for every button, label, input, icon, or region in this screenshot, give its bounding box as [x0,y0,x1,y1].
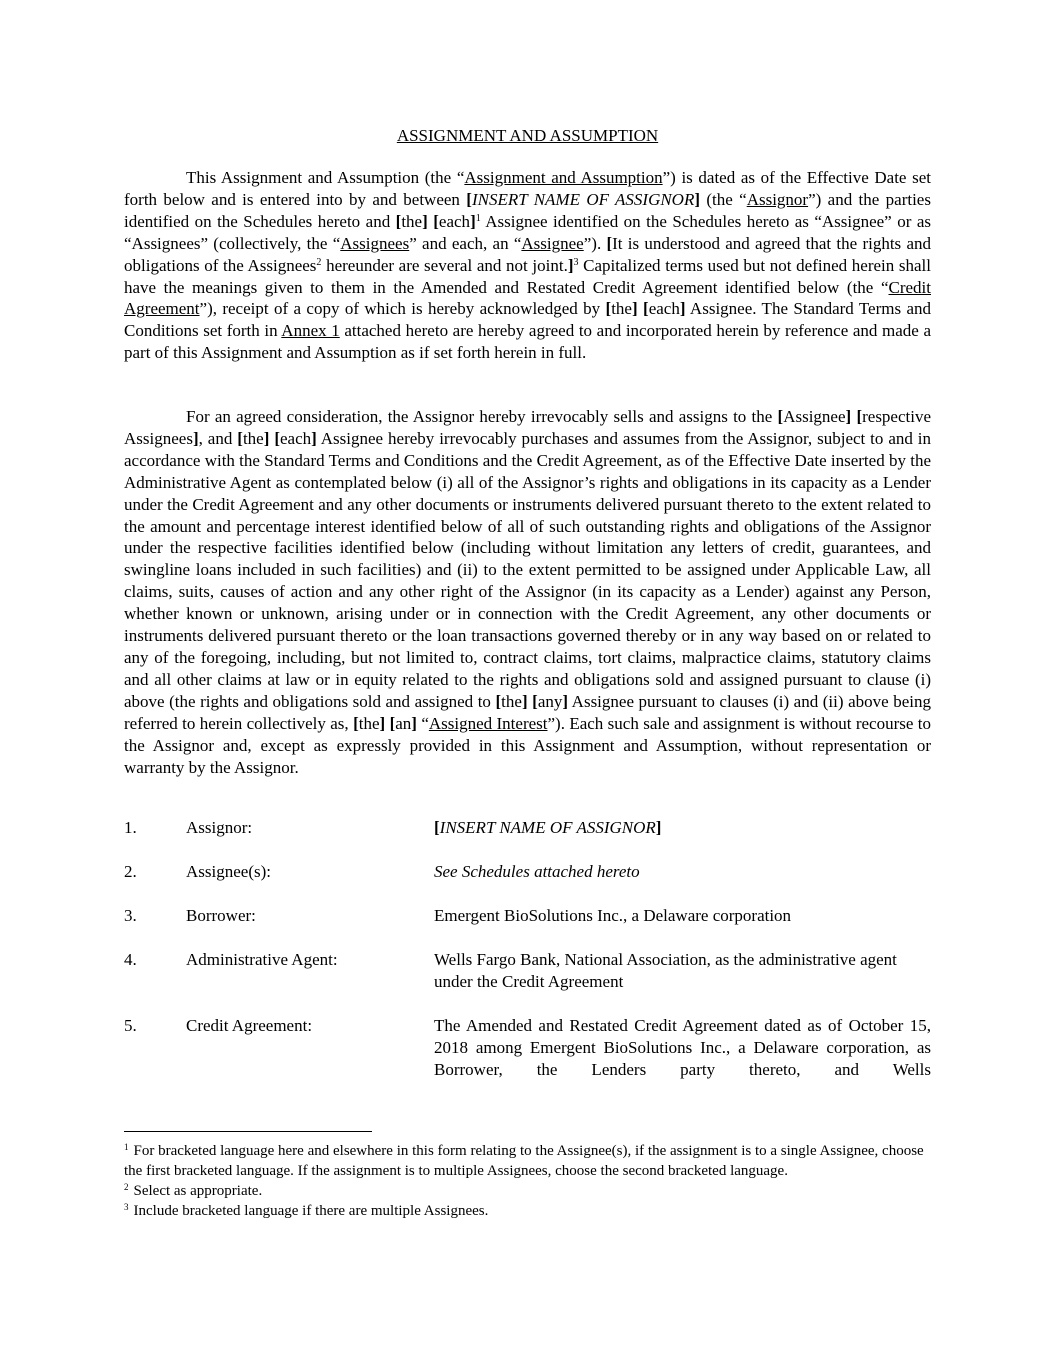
annex-1-reference: Annex 1 [281,321,340,341]
consideration-paragraph: For an agreed consideration, the Assignor hereby irrevocably sells and assigns to the [Assignee] [respective Assignees], and [the] [each] Assignee hereby irrevocably purchases and assumes from the Assignor, subject to and in accordance with the Standard Terms and Conditions and the Credit Agreement, as of the Effective Date inserted by the Administrative Agent as contemplated below (i) all of the Assignor’s rights and obligations in its capacity as a Lender under the Credit Agreement and any other documents or instruments delivered pursuant thereto to the extent related to the amount and percentage interest identified below of all of such outstanding rights and obligations of the Assignor under the respective facilities identified below (including without limitation any letters of credit, guarantees, and swingline loans included in such facilities) and (ii) to the extent permitted to be assigned under Applicable Law, all claims, suits, causes of action and any other right of the Assignor (in its capacity as a Lender) against any Person, whether known or unknown, arising under or in connection with the Credit Agreement, any other documents or instruments delivered pursuant thereto or the loan transactions governed thereby or in any way based on or related to any of the foregoing, including, but not limited to, contract claims, tort claims, malpractice claims, statutory claims and all other claims at law or in equity related to the rights and obligations sold and assigned pursuant to clause (i) above (the rights and obligations sold and assigned to [the] [any] Assignee pursuant to clauses (i) and (ii) above being referred to herein collectively as, [the] [an] “Assigned Interest”). Each such sale and assignment is without recourse to the Assignor and, except as expressly provided in this Assignment and Assumption, without representation or warranty by the Assignor. [124,407,932,777]
defined-term-assignee: Assignee [521,233,584,253]
footnote-1: $^1$ For bracketed language here and elsewhere in this form relating to the Assignee(s), if the assignment is to a single Assignee, choose the first bracketed language. If the assignment is to multiple Assignees, choose the second bracketed language. [124,1142,924,1179]
footnote-2: $^2$ Select as appropriate. [124,1182,263,1199]
footnote-separator [124,1131,372,1132]
defined-term-assignment: Assignment and Assumption [464,168,663,187]
intro-paragraph: This Assignment and Assumption (the “Assignment and Assumption”) is dated as of the Effective Date set forth below and is entered into by and between [INSERT NAME OF ASSIGNOR] (the “Assignor”) and the parties identified on the Schedules hereto and [the] [each]$^1$ Assignee identified on the Schedules hereto as “Assignee” or as “Assignees” (collectively, the “Assignees” and each, an “Assignee”). [It is understood and agreed that the rights and obligations of the Assignees$^2$ hereunder are several and not joint.]$^3$ Capitalized terms used but not defined herein shall have the meanings given to them in the Amended and Restated Credit Agreement identified below (the “Credit Agreement”), receipt of a copy of which is hereby acknowledged by [the] [each] Assignee. The Standard Terms and Conditions set forth in Annex 1 attached hereto are hereby agreed to and incorporated herein by reference and made a part of this Assignment and Assumption as if set forth herein in full. [124,168,932,363]
footnotes [124,1141,931,1221]
defined-term-assignees: Assignees [340,233,410,253]
defined-term-assignor: Assignor [746,189,809,209]
defined-term-assigned-interest: Assigned Interest [428,713,548,733]
footnote-ref-2: 2 [316,256,322,268]
document-title: ASSIGNMENT AND ASSUMPTION [396,126,659,145]
footnote-3: $^3$ Include bracketed language if there are multiple Assignees. [124,1202,489,1219]
assignor-placeholder: INSERT NAME OF ASSIGNOR [471,189,695,209]
defined-term-credit-agreement: Credit Agreement [124,277,931,319]
footnote-ref-1: 1 [475,212,481,224]
footnote-ref-3: 3 [573,256,579,268]
